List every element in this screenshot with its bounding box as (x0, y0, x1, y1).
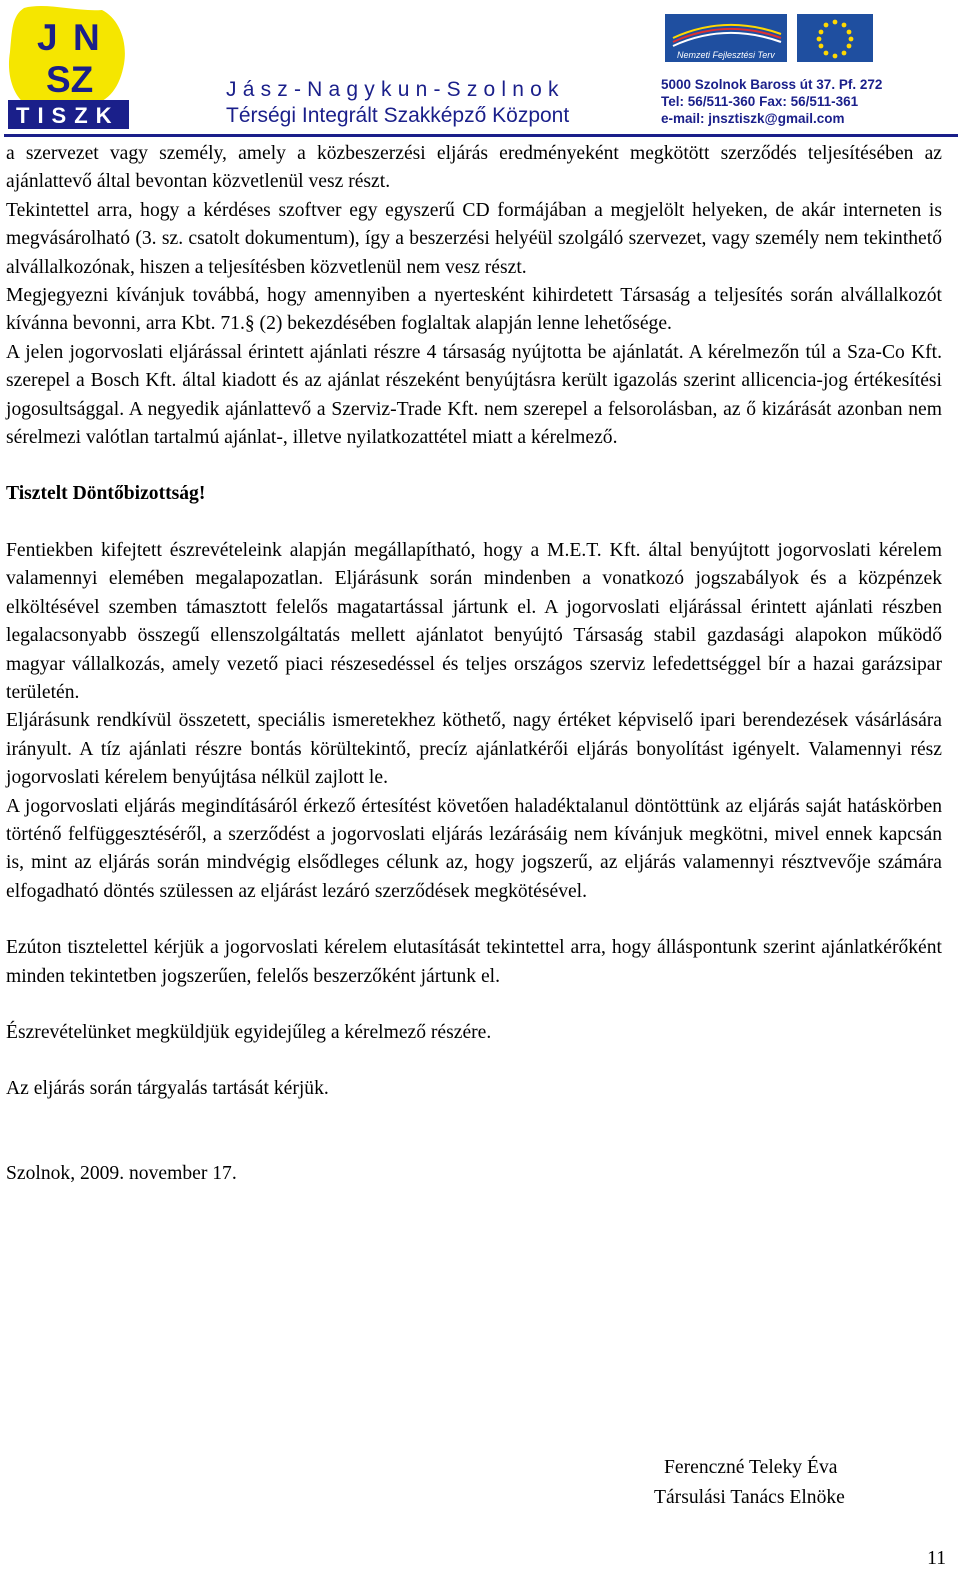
hearing-paragraph: Az eljárás során tárgyalás tartását kérjük. (6, 1078, 329, 1100)
paragraph: A jogorvoslati eljárás megindításáról érkező értesítést követően haladéktalanul döntöttünk az eljárás saját hatáskörben történő felfüggesztéséről, a szerződést a jogorvoslati eljárás lezárásáig nem kívánjuk megkötni, mivel ennek kapcsán is, mint az eljárás során mindvégig elsődleges célunk az, hogy jogszerű, az eljárás valamennyi résztvevője számára elfogadható döntés szülessen az eljárást lezáró szerződések megkötésével. (6, 795, 942, 902)
salutation: Tisztelt Döntőbizottság! (6, 483, 206, 505)
contact-block (661, 76, 882, 127)
header-divider (4, 134, 958, 137)
svg-text:N: N (73, 17, 100, 58)
svg-text:TISZK: TISZK (16, 103, 120, 128)
eu-logo-caption: Nemzeti Fejlesztési Terv (677, 50, 775, 60)
organization-name: Jász-Nagykun-Szolnok (226, 78, 565, 101)
organization-subtitle: Térségi Integrált Szakképző Központ (226, 104, 570, 127)
date-line: Szolnok, 2009. november 17. (6, 1162, 237, 1184)
paragraph: Tekintettel arra, hogy a kérdéses szoftver egy egyszerű CD formájában a megjelölt helyeken, de akár interneten is megvásárolható (3. sz. csatolt dokumentum), így a beszerzési helyéül szolgáló szervezet, vagy személy nem tekinthető alvállalkozónak, hiszen a teljesítésben közvetlenül nem vesz részt. (6, 199, 942, 278)
signatory-name: Ferenczné Teleky Éva (664, 1457, 838, 1478)
notice-paragraph: Észrevételünket megküldjük egyidejűleg a kérelmező részére. (6, 1021, 492, 1043)
paragraph: Megjegyezni kívánjuk továbbá, hogy amennyiben a nyertesként kihirdetett Társaság a teljesítés során alvállalkozót kívánna bevonni, arra Kbt. 71.§ (2) bekezdésében foglaltak alapján lenne lehetősége. (6, 285, 942, 335)
paragraph: Fentiekben kifejtett észrevételeink alapján megállapítható, hogy a M.E.T. Kft. által benyújtott jogorvoslati kérelem valamennyi elemében megalapozatlan. Eljárásunk során mindenben a vonatkozó jogszabályok és a közpénzek elköltésével szemben támasztott felelős magatartással jártunk el. A jogorvoslati eljárással érintett ajánlati részben legalacsonyabb összegű ellenszolgáltatás mellett ajánlatot benyújtó Társaság stabil gazdasági alapokon működő magyar vállalkozás, amely vezető piaci részesedéssel és teljes országos szerviz lefedettséggel bír a hazai garázsipar területén. (6, 539, 942, 703)
paragraph: a szervezet vagy személy, amely a közbeszerzési eljárás eredményeként megkötött szerződés teljesítésében az ajánlattevő által bevontan közvetlenül vesz részt. (6, 143, 942, 193)
request-paragraph: Ezúton tisztelettel kérjük a jogorvoslati kérelem elutasítását tekintettel arra, hogy álláspontunk szerint ajánlatkérőként minden tekintetben jogszerűen, felelős beszerzőként jártunk el. (6, 937, 942, 987)
page-header (0, 0, 960, 137)
contact-address: 5000 Szolnok Baross út 37. Pf. 272 (661, 77, 883, 92)
paragraph: Eljárásunk rendkívül összetett, speciális ismeretekhez köthető, nagy értéket képviselő ipari berendezések vásárlására irányult. A tíz ajánlati részre bontás körültekintő, precíz ajánlatkérői eljárás bonyolítást igényelt. Valamennyi rész jogorvoslati kérelem benyújtása nélkül zajlott le. (6, 710, 942, 789)
jnsz-tiszk-logo (6, 6, 131, 130)
letter-body (6, 140, 942, 1188)
page-number: 11 (927, 1548, 946, 1569)
paragraph: A jelen jogorvoslati eljárással érintett ajánlati részre 4 társaság nyújtotta be ajánlatát. A kérelmezőn túl a Sza-Co Kft. szerepel a Bosch Kft. által kiadott és az ajánlat részeként benyújtásra került igazolás szerint allicencia-jog értékesítési jogosultsággal. A negyedik ajánlattevő a Szerviz-Trade Kft. nem szerepel a felsorolásban, az ő kizárását azonban nem sérelmezi valótlan tartalmú ajánlat-, illetve nyilatkozattétel miatt a kérelmező. (6, 341, 942, 449)
signatory-title: Társulási Tanács Elnöke (654, 1487, 845, 1508)
contact-email: e-mail: jnsztiszk@gmail.com (661, 111, 845, 126)
svg-text:SZ: SZ (46, 59, 94, 100)
eu-nft-logo (665, 12, 875, 64)
svg-text:J: J (37, 17, 58, 58)
contact-phone-fax: Tel: 56/511-360 Fax: 56/511-361 (661, 94, 859, 109)
